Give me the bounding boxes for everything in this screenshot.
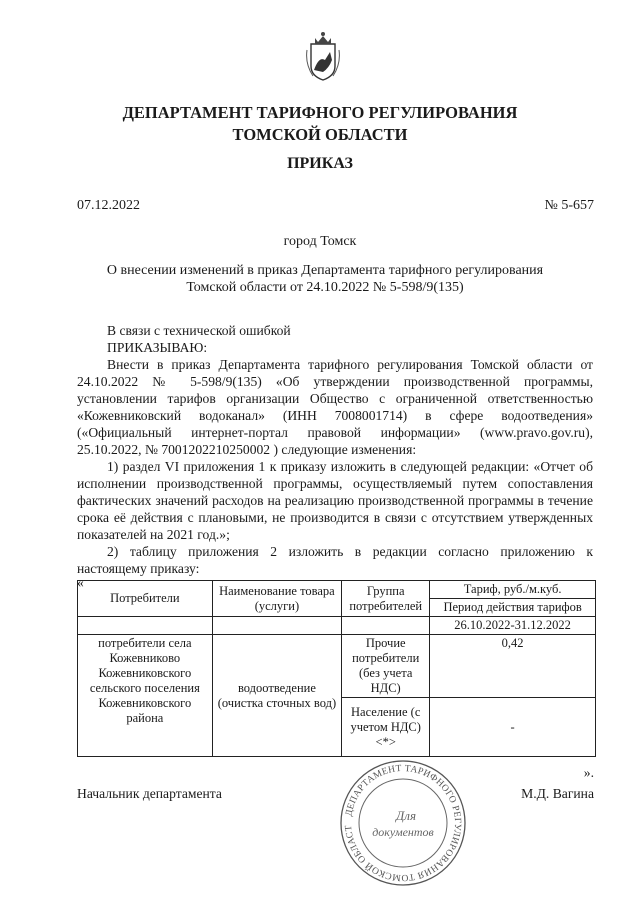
table-row [78, 617, 596, 635]
document-type: ПРИКАЗ [287, 155, 353, 172]
close-quote: ». [583, 765, 594, 780]
document-subject: О внесении изменений в приказ Департамента тарифного регулирования Томской области от 24.10.2022 № 5-598/9(135) [106, 263, 544, 295]
signatory-name: М.Д. Вагина [521, 786, 594, 801]
stamp-center-line1: Для [396, 808, 416, 823]
tariff-table [77, 580, 596, 757]
intro-paragraph: Внести в приказ Департамента тарифного регулирования Томской области от 24.10.2022 № 5-598/9(135) «Об утверждении производственной программы, установлении тарифов организации Общество с ограниченной ответственностью «Кожевниковский водоканал» (ИНН 7008001714) в сфере водоотведения» («Официальный интернет-портал правовой информации» (www.pravo.gov.ru), 25.10.2022, № 7001202210250002 ) следующие изменения: [77, 357, 593, 457]
city: город Томск [283, 234, 357, 249]
item-2-paragraph: 2) таблицу приложения 2 изложить в редакции согласно приложению к настоящему приказу: [77, 544, 593, 576]
item-1-paragraph: 1) раздел VI приложения 1 к приказу изложить в следующей редакции: «Отчет об исполнении производственной программы, осуществляемый путем сопоставления фактических значений расходов на реализацию производственной программы в течение срока её действия с плановыми, не производится в связи с отсутствием утвержденных показателей на 2021 год.»; [77, 459, 593, 542]
header-period: Период действия тарифов [430, 599, 596, 617]
table-header-row [78, 581, 596, 599]
header-service: Наименование товара (услуги) [212, 581, 342, 617]
official-stamp [338, 758, 468, 888]
consumers-cell: потребители села Кожевниково Кожевниковского сельского поселения Кожевниковского района [78, 635, 213, 757]
header-tariff: Тариф, руб./м.куб. [430, 581, 596, 599]
service-cell: водоотведение (очистка сточных вод) [212, 635, 342, 757]
period-value: 26.10.2022-31.12.2022 [430, 617, 596, 635]
organization-name [0, 102, 640, 146]
document-date: 07.12.2022 [77, 198, 140, 213]
order-word: ПРИКАЗЫВАЮ: [107, 340, 208, 355]
stamp-ring-text: ДЕПАРТАМЕНТ ТАРИФНОГО РЕГУЛИРОВАНИЯ ТОМСКОЙ ОБЛАСТ [343, 763, 463, 883]
open-quote: « [77, 575, 84, 590]
tariff-cell: 0,42 [430, 635, 596, 698]
group-cell: Прочие потребители (без учета НДС) [342, 635, 430, 698]
tariff-cell: - [430, 698, 596, 757]
signatory-position: Начальник департамента [77, 786, 222, 801]
organization-name-line2: ТОМСКОЙ ОБЛАСТИ [232, 125, 408, 144]
body [77, 322, 593, 589]
organization-name-line1: ДЕПАРТАМЕНТ ТАРИФНОГО РЕГУЛИРОВАНИЯ [122, 103, 518, 122]
header-group: Группа потребителей [342, 581, 430, 617]
table-row [78, 635, 596, 698]
group-cell: Население (с учетом НДС)<*> [342, 698, 430, 757]
stamp-center-line2: документов [372, 825, 434, 839]
document-number: № 5-657 [544, 198, 594, 213]
coat-of-arms-icon [305, 30, 341, 82]
reason-text: В связи с технической ошибкой [107, 323, 291, 338]
header-consumers: Потребители [78, 581, 213, 617]
